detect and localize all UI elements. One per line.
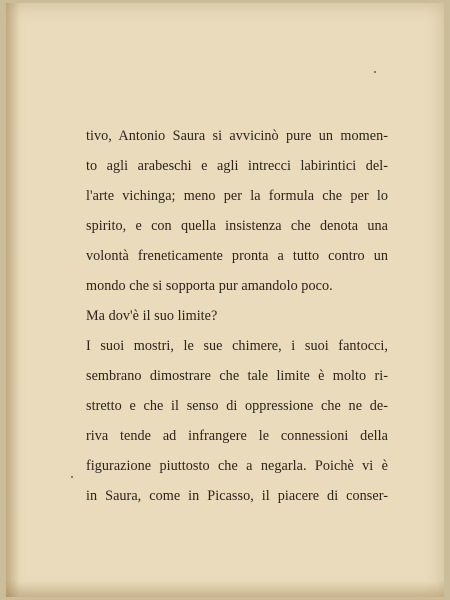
text-line: tivo, Antonio Saura si avvicinò pure un momen- bbox=[86, 128, 388, 144]
text-line: sembrano dimostrare che tale limite è molto ri- bbox=[86, 368, 388, 384]
text-line: riva tende ad infrangere le connessioni della bbox=[86, 428, 388, 444]
text-line: stretto e che il senso di oppressione che ne de- bbox=[86, 398, 388, 414]
text-line: spirito, e con quella insistenza che denota una bbox=[86, 218, 388, 234]
text-line: l'arte vichinga; meno per la formula che per lo bbox=[86, 188, 388, 204]
paper-speck bbox=[71, 476, 73, 478]
paper-speck bbox=[374, 71, 376, 73]
text-line: I suoi mostri, le sue chimere, i suoi fantocci, bbox=[86, 338, 388, 354]
text-line: figurazione piuttosto che a negarla. Poichè vi è bbox=[86, 458, 388, 474]
text-line: Ma dov'è il suo limite? bbox=[86, 308, 218, 324]
text-line: volontà freneticamente pronta a tutto contro un bbox=[86, 248, 388, 264]
book-page bbox=[6, 3, 444, 597]
text-line: to agli arabeschi e agli intrecci labirintici del- bbox=[86, 158, 388, 174]
page-shadow-left bbox=[6, 3, 20, 597]
text-line: mondo che si sopporta pur amandolo poco. bbox=[86, 278, 333, 294]
body-text bbox=[86, 121, 388, 511]
page-shadow-bottom bbox=[6, 581, 444, 597]
text-line: in Saura, come in Picasso, il piacere di conser- bbox=[86, 488, 388, 504]
